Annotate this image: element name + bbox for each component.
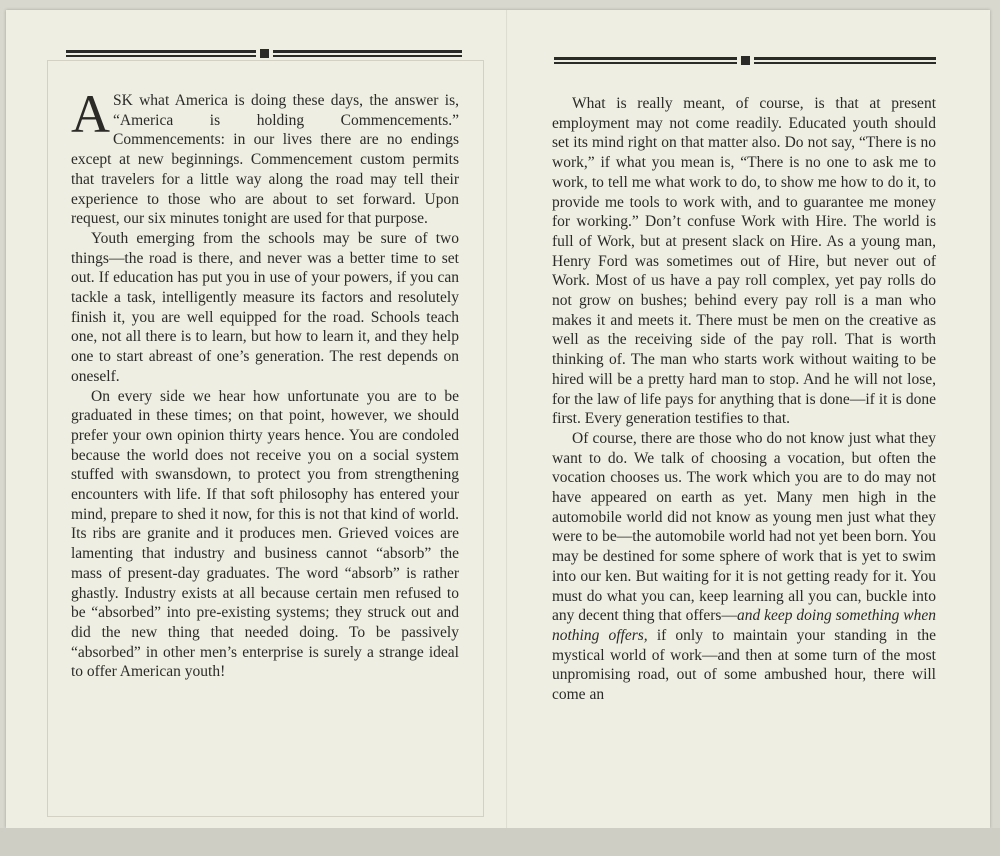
background-surface [0,828,1000,856]
drop-cap: A [71,84,110,144]
right-paragraph-1: What is really meant, of course, is that at present employment may not come readily. Educated youth should set its mind right on that matter also. Do not say, “There is no work,” if what you mean is, “There is no one to ask me to work, to tell me what work to do, to show me how to do it, to provide me tools to work with, and to guarantee me money for working.” Don’t confuse Work with Hire. The world is full of Work, but at present slack on Hire. As a young man, Henry Ford was sometimes out of Hire, but never out of Work. Most of us have a pay roll complex, yet pay rolls do not grow on bushes; behind every pay roll is a man who makes it and meets it. There must be men on the creative as well as the receiving side of the pay roll. That is worth thinking of. The man who starts work without waiting to be hired will be a pretty hard man to stop. And he will not lose, for the law of life pays for anything that is done—if it is done first. Every generation testifies to that. [552,95,936,428]
left-paragraph-2: Youth emerging from the schools may be sure of two things—the road is there, and never was a better time to set out. If education has put you in use of your powers, if you can tackle a task, intelligently measure its factors and resolutely finish it, you are well equipped for the road. Schools teach one, not all there is to learn, but how to learn it, and they help one to start abreast of one’s generation. The rest depends on oneself. [71,229,459,385]
right-paragraph-2-end: if only to maintain your standing in the mystical world of work—and then at some turn of the most unpromising road, out of some ambushed hour, there will come an [552,626,937,704]
right-paragraph-2-italic: and keep doing something when nothing offers, [552,607,936,644]
left-paragraph-1-text: SK what America is doing these days, the answer is, “America is holding Commencements.” Commencements: in our lives there are no endings except at new beginnings. Commencement custom permits that travelers for a little way along the road may tell their experience to those who are about to set forward. Upon request, our six minutes tonight are used for that purpose. [71,92,459,228]
right-paragraph-2-start: Of course, there are those who do not know just what they want to do. We talk of choosing a vocation, but often the vocation chooses us. The work which you are to do may not have appeared on earth as yet. Many men high in the automobile world did not know as young men just what they were to be—the automobile world had not yet been born. You may be destined for some sphere of work that is yet to swim into our ken. But waiting for it is not getting ready for it. You must do what you can, keep learning all you can, buckle into any decent thing that offers— [552,429,936,625]
right-ornamental-rule [554,56,936,66]
left-text-column [71,84,459,682]
left-ornamental-rule [66,49,462,59]
center-fold [506,10,508,828]
left-paragraph-1 [71,84,459,229]
left-paragraph-3: On every side we hear how unfortunate you are to be graduated in these times; on that point, however, we should prefer your own opinion thirty years hence. You are condoled because the world does not receive you on a social system stuffed with swansdown, to protect you from strengthening encounters with life. If that soft philosophy has entered your mind, prepare to shed it now, for this is not that kind of world. Its ribs are granite and it produces men. Grieved voices are lamenting that industry and business cannot “absorb” the mass of present-day graduates. The word “absorb” is rather ghastly. Industry exists at all because certain men refused to be “absorbed” into pre-existing systems; they struck out and did the new thing that needed doing. To be passively “absorbed” in other men’s enterprise is surely a strange ideal to offer American youth! [71,387,459,681]
right-text-column [552,94,936,705]
right-paragraph-2 [552,429,936,705]
